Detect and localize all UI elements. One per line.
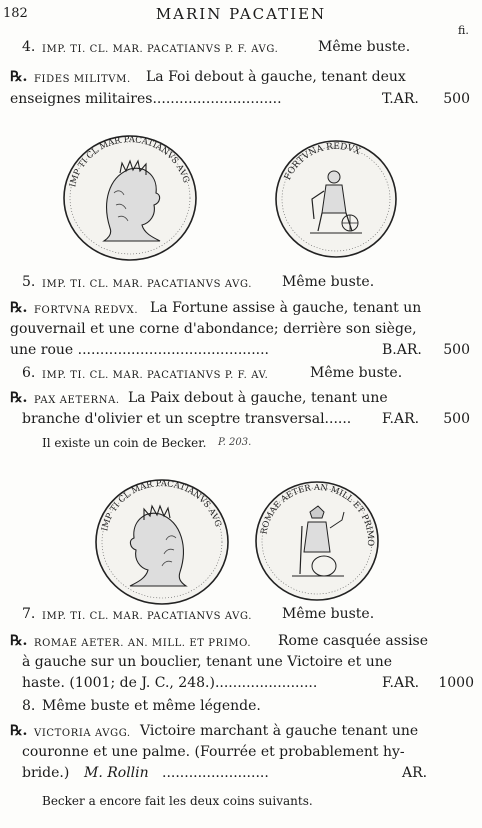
entry-5-reverse-line-2: [0, 320, 482, 338]
entry-number: 6.: [22, 365, 36, 381]
obverse-legend: IMP. TI. CL. MAR. PACATIANVS AVG.: [42, 279, 252, 290]
reverse-description: La Foi debout à gauche, tenant deux: [146, 69, 406, 85]
reverse-description-cont: bride.): [22, 765, 70, 781]
obverse-legend: IMP. TI. CL. MAR. PACATIANVS AVG.: [42, 611, 252, 622]
entry-4-obverse-line: [0, 38, 482, 56]
footer-note: [0, 792, 482, 810]
page-title: MARIN PACATIEN: [155, 5, 327, 23]
obverse-legend: IMP. TI. CL. MAR. PACATIANVS P. F. AV.: [42, 370, 269, 381]
dot-leader: ........................: [162, 765, 269, 781]
entry-8-reverse-line-2: [0, 743, 482, 761]
reverse-symbol: ℞.: [10, 69, 28, 85]
obverse-description: Même buste.: [282, 606, 375, 622]
svg-text:IMP TI CL MAR PACATIANVS AVG: IMP TI CL MAR PACATIANVS AVG: [100, 478, 223, 533]
reverse-legend: FORTVNA REDVX.: [34, 305, 139, 316]
entry-7-obverse-line: [0, 605, 482, 623]
entry-4-reverse-line-2: [0, 90, 482, 108]
entry-5-obverse-line: [0, 273, 482, 291]
rarity-mark: F.AR.: [382, 675, 420, 691]
entry-8-reverse-line-1: [0, 722, 482, 740]
obverse-description: Même buste et même légende.: [42, 698, 261, 714]
reverse-legend: VICTORIA AVGG.: [34, 728, 131, 739]
footer-note-text: Becker a encore fait les deux coins suivants.: [42, 794, 313, 808]
svg-text:IMP TI CL MAR PACATIANVS AVG: IMP TI CL MAR PACATIANVS AVG: [68, 134, 191, 189]
entry-8-reverse-line-3: [0, 764, 482, 782]
reverse-description-cont: une roue ...........................................: [10, 342, 269, 358]
reverse-description-cont: branche d'olivier et un sceptre transversal......: [22, 411, 352, 427]
reverse-symbol: ℞.: [10, 633, 28, 649]
entry-7-reverse-line-1: [0, 632, 482, 650]
reverse-description-cont: à gauche sur un bouclier, tenant une Victoire et une: [22, 654, 393, 670]
entry-number: 4.: [22, 39, 36, 55]
obverse-legend: IMP. TI. CL. MAR. PACATIANVS P. F. AVG.: [42, 44, 279, 55]
coin-reverse-illustration-1: [272, 137, 400, 261]
reverse-symbol: ℞.: [10, 390, 28, 406]
handwritten-annotation: P. 203.: [218, 437, 252, 448]
obverse-description: Même buste.: [282, 274, 375, 290]
reverse-description-cont: enseignes militaires.............................: [10, 91, 282, 107]
collector-name: M. Rollin: [84, 765, 149, 781]
rarity-mark: B.AR.: [382, 342, 422, 358]
entry-7-reverse-line-2: [0, 653, 482, 671]
entry-number: 8.: [22, 698, 36, 714]
page-number: 182: [3, 6, 28, 21]
reverse-description: Victoire marchant à gauche tenant une: [140, 723, 419, 739]
price: 500: [443, 411, 470, 427]
coin-obverse-illustration-2: [92, 478, 232, 606]
reverse-description-cont: haste. (1001; de J. C., 248.).......................: [22, 675, 318, 691]
reverse-description: Rome casquée assise: [278, 633, 429, 649]
obverse-description: Même buste.: [318, 39, 411, 55]
reverse-symbol: ℞.: [10, 300, 28, 316]
entry-5-reverse-line-3: [0, 341, 482, 359]
margin-mark: fi.: [458, 24, 469, 37]
entry-4-reverse-line-1: [0, 68, 482, 86]
rarity-mark: T.AR.: [382, 91, 419, 107]
entry-6-obverse-line: [0, 364, 482, 382]
entry-5-reverse-line-1: [0, 299, 482, 317]
reverse-legend: FIDES MILITVM.: [34, 74, 131, 85]
price: 500: [443, 91, 470, 107]
note-text: Il existe un coin de Becker.: [42, 436, 207, 450]
reverse-description-cont: gouvernail et une corne d'abondance; derrière son siège,: [10, 321, 417, 337]
entry-7-reverse-line-3: [0, 674, 482, 692]
rarity-mark: AR.: [402, 765, 428, 781]
price: 1000: [438, 675, 474, 691]
entry-6-note: [0, 434, 482, 452]
coin-reverse-illustration-2: [252, 478, 382, 604]
reverse-legend: ROMAE AETER. AN. MILL. ET PRIMO.: [34, 638, 252, 649]
reverse-description: La Fortune assise à gauche, tenant un: [150, 300, 422, 316]
reverse-symbol: ℞.: [10, 723, 28, 739]
obverse-description: Même buste.: [310, 365, 403, 381]
svg-text:ROMAE AETER AN MILL ET PRIMO: ROMAE AETER AN MILL ET PRIMO: [259, 482, 376, 547]
rarity-mark: F.AR.: [382, 411, 420, 427]
reverse-legend: PAX AETERNA.: [34, 395, 120, 406]
price: 500: [443, 342, 470, 358]
entry-8-obverse-line: [0, 697, 482, 715]
coin-obverse-illustration-1: [60, 133, 200, 263]
entry-6-reverse-line-2: [0, 410, 482, 428]
svg-text:FORTVNA REDVX: FORTVNA REDVX: [283, 141, 362, 182]
entry-number: 7.: [22, 606, 36, 622]
reverse-description: La Paix debout à gauche, tenant une: [128, 390, 388, 406]
reverse-description-cont: couronne et une palme. (Fourrée et probablement hy-: [22, 744, 405, 760]
entry-number: 5.: [22, 274, 36, 290]
entry-6-reverse-line-1: [0, 389, 482, 407]
